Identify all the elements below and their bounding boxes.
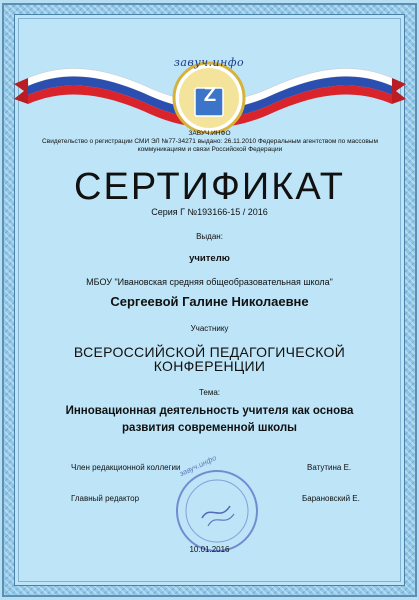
topic-line: развития современной школы: [122, 422, 297, 434]
issue-date: 10.01.2016: [189, 545, 230, 554]
conference-line: ВСЕРОССИЙСКОЙ ПЕДАГОГИЧЕСКОЙ: [73, 344, 346, 360]
conference-line: КОНФЕРЕНЦИИ: [153, 358, 266, 374]
editor-label: Главный редактор: [71, 494, 140, 503]
member-label: Член редакционной коллегии: [71, 463, 181, 472]
certificate-title: СЕРТИФИКАТ: [74, 166, 345, 208]
recipient-name: Сергеевой Галине Николаевне: [110, 294, 309, 309]
stamp-text: завуч.инфо: [178, 453, 218, 479]
certificate-series: Серия Г №193166-15 / 2016: [151, 207, 268, 217]
issued-label: Выдан:: [196, 232, 223, 241]
school-name: МБОУ "Ивановская средняя общеобразовательная школа": [86, 277, 333, 287]
participant-label: Участнику: [190, 324, 229, 333]
logo-letter: Z: [203, 84, 217, 106]
logo-text: завуч.инфо: [173, 56, 245, 69]
topic-label: Тема:: [198, 388, 221, 397]
registration-text: Свидетельство о регистрации СМИ ЭЛ №77-34271 выдано: 26.11.2010 Федеральным агентством по массовым коммуникациям и связи Российской Федерации: [42, 138, 378, 153]
topic-line: Инновационная деятельность учителя как основа: [65, 405, 354, 417]
publisher: ЗАВУЧ.ИНФО: [188, 130, 231, 137]
member-name: Ватутина Е.: [307, 463, 352, 472]
conference-name: [0, 345, 419, 373]
recipient-role: учителю: [189, 253, 230, 264]
editor-name: Барановский Е.: [302, 494, 360, 503]
topic-text: [0, 403, 419, 437]
stamp-icon: [172, 466, 262, 556]
